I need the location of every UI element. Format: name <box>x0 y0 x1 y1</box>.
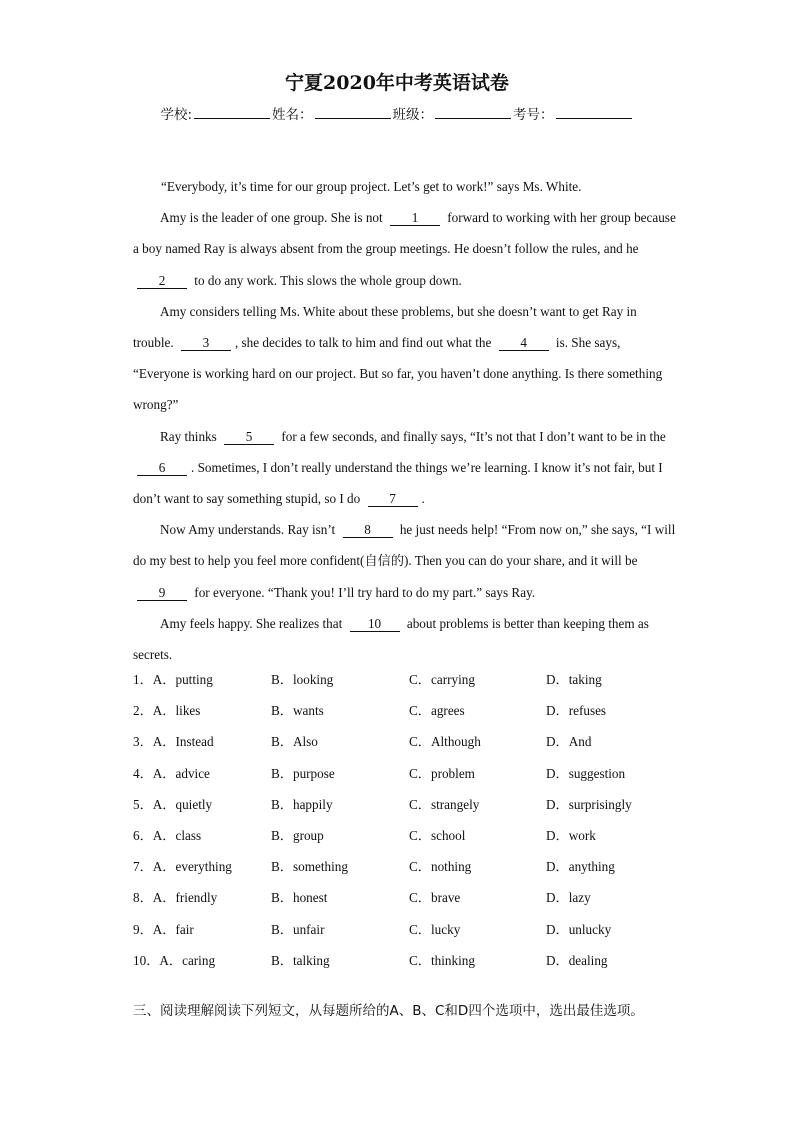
option-c: C．nothing <box>409 859 472 875</box>
exam-title: 宁夏2020年中考英语试卷 <box>285 72 509 94</box>
option-b: B．something <box>271 859 348 875</box>
cloze-passage <box>133 171 678 670</box>
blank-1: 1 <box>390 211 440 226</box>
option-c: C．agrees <box>409 703 465 719</box>
option-d: D．taking <box>546 672 602 687</box>
name-label: 姓名： <box>272 107 313 123</box>
option-a: 10．A．caring <box>133 952 216 968</box>
option-a: 2．A．likes <box>133 703 201 719</box>
option-d: D．dealing <box>546 952 608 968</box>
section-heading: 三、阅读理解阅读下列短文，从每题所给的A、B、C和D四个选项中，选出最佳选项。 <box>133 1003 644 1019</box>
option-b: B．unfair <box>271 921 325 937</box>
paragraph-text: . Sometimes, I don’t really understand the things we’re learning. I know it’s not fair, but I don’t want to say something stupid, so I do <box>133 459 663 507</box>
paragraph-text: about problems is better than keeping them as secrets. <box>133 615 649 663</box>
option-d: D．refuses <box>546 703 607 719</box>
option-a: 3．A．Instead <box>133 734 214 750</box>
option-d: D．suggestion <box>546 765 626 781</box>
option-d: D．work <box>546 827 596 843</box>
paragraph-text: Now Amy understands. Ray isn’t <box>160 522 339 538</box>
paragraph-text: “Everybody, it’s time for our group project. Let’s get to work!” says Ms. White. <box>161 179 582 194</box>
option-d: D．surprisingly <box>546 796 632 812</box>
passage-paragraph-5 <box>133 514 678 608</box>
blank-4: 4 <box>499 336 549 351</box>
option-c: C．school <box>409 827 466 843</box>
blank-5: 5 <box>224 430 274 445</box>
option-a: 8．A．friendly <box>133 890 218 906</box>
blank-7: 7 <box>368 492 418 507</box>
blank-2: 2 <box>137 274 187 289</box>
paragraph-text: he just needs help! “From now on,” she says, “I will do my best to help you feel more confident(自信的). Then you can do your share, and it will be <box>133 522 676 569</box>
exam-number-label: 考号： <box>513 107 554 123</box>
passage-paragraph-1 <box>133 171 678 202</box>
option-b: B．looking <box>271 672 334 687</box>
class-label: 班级： <box>392 107 434 123</box>
blank-9: 9 <box>137 586 187 601</box>
student-info-line <box>0 103 794 123</box>
option-b: B．honest <box>271 890 328 906</box>
paragraph-text: Amy is the leader of one group. She is not <box>160 210 386 226</box>
option-b: B．talking <box>271 952 330 968</box>
passage-paragraph-4 <box>133 421 678 515</box>
blank-6: 6 <box>137 461 187 476</box>
option-c: C．carrying <box>409 672 475 687</box>
question-options-2 <box>133 695 678 726</box>
school-label: 学校: <box>160 107 193 123</box>
exam-number-blank[interactable] <box>556 106 632 119</box>
paragraph-text: forward to working with her group because a boy named Ray is always absent from the group meetings. He doesn’t follow the rules, and he <box>133 210 676 257</box>
paragraph-text: . <box>421 491 425 507</box>
option-d: D．unlucky <box>546 921 612 937</box>
paragraph-text: to do any work. This slows the whole group down. <box>191 272 462 288</box>
option-d: D．anything <box>546 859 615 875</box>
passage-paragraph-2 <box>133 202 678 296</box>
paragraph-text: , she decides to talk to him and find out what the <box>234 335 495 351</box>
paragraph-text: is. She says, “Everyone is working hard on our project. But so far, you haven’t done anything. Is there something wrong?” <box>133 335 663 413</box>
school-blank[interactable] <box>194 106 270 119</box>
question-options-8 <box>133 882 678 913</box>
passage-paragraph-3 <box>133 296 678 421</box>
option-c: C．problem <box>409 765 475 781</box>
option-a: 5．A．quietly <box>133 796 213 812</box>
answer-options <box>133 664 678 976</box>
paragraph-text: Ray thinks <box>160 428 221 444</box>
blank-3: 3 <box>181 336 231 351</box>
option-b: B．group <box>271 827 324 843</box>
question-options-4 <box>133 758 678 789</box>
question-options-10 <box>133 945 678 976</box>
question-options-3 <box>133 726 678 757</box>
option-b: B．wants <box>271 703 324 719</box>
passage-paragraph-6 <box>133 608 678 670</box>
option-c: C．lucky <box>409 921 461 937</box>
option-d: D．lazy <box>546 890 591 906</box>
question-options-7 <box>133 851 678 882</box>
paragraph-text: Amy feels happy. She realizes that <box>160 615 346 631</box>
paragraph-text: for a few seconds, and finally says, “It’s not that I don’t want to be in the <box>278 428 666 444</box>
option-a: 7．A．everything <box>133 859 232 875</box>
option-d: D．And <box>546 734 592 750</box>
blank-10: 10 <box>350 617 400 632</box>
option-a: 6．A．class <box>133 827 202 843</box>
paragraph-text: for everyone. “Thank you! I’ll try hard to do my part.” says Ray. <box>191 584 536 600</box>
question-options-1 <box>133 664 678 695</box>
question-options-5 <box>133 789 678 820</box>
question-options-6 <box>133 820 678 851</box>
question-options-9 <box>133 914 678 945</box>
option-c: C．strangely <box>409 796 480 812</box>
option-a: 1．A．putting <box>133 672 213 687</box>
option-b: B．Also <box>271 734 318 750</box>
option-b: B．happily <box>271 796 333 812</box>
class-blank[interactable] <box>435 106 511 119</box>
option-a: 9．A．fair <box>133 921 194 937</box>
option-c: C．brave <box>409 890 461 906</box>
option-c: C．Although <box>409 734 481 750</box>
option-a: 4．A．advice <box>133 765 210 781</box>
option-b: B．purpose <box>271 765 335 781</box>
name-blank[interactable] <box>315 106 391 119</box>
paragraph-text: Amy considers telling Ms. White about these problems, but she doesn’t want to get Ray in trouble. <box>133 303 637 351</box>
option-c: C．thinking <box>409 952 475 968</box>
blank-8: 8 <box>343 523 393 538</box>
